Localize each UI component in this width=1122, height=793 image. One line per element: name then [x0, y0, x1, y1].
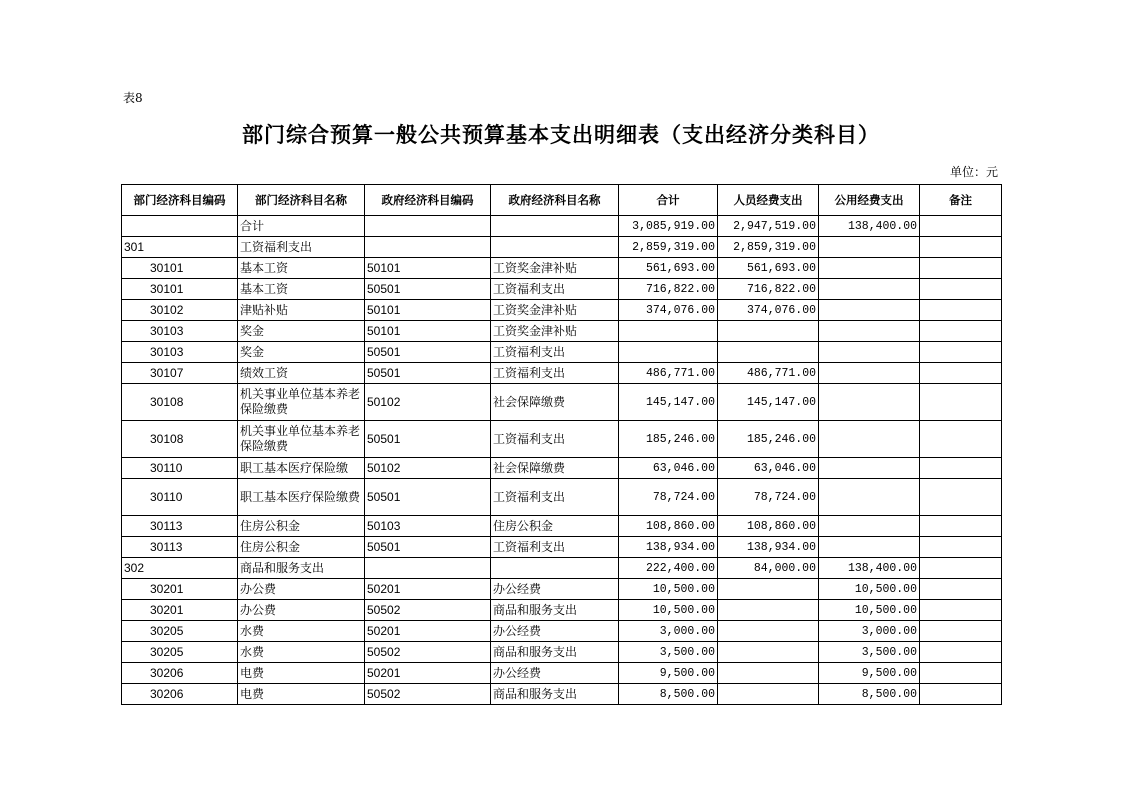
cell-gov-name: 工资福利支出: [491, 479, 619, 516]
table-row: [122, 216, 1002, 237]
cell-gov-code: 50501: [365, 479, 491, 516]
cell-gov-code: 50502: [365, 642, 491, 663]
cell-total: [619, 321, 718, 342]
cell-personnel: [718, 600, 819, 621]
cell-public: 138,400.00: [819, 558, 920, 579]
cell-note: [920, 458, 1002, 479]
cell-public: 9,500.00: [819, 663, 920, 684]
cell-public: 3,500.00: [819, 642, 920, 663]
table-row: [122, 279, 1002, 300]
cell-public: 10,500.00: [819, 579, 920, 600]
cell-public: 138,400.00: [819, 216, 920, 237]
cell-personnel: 486,771.00: [718, 363, 819, 384]
cell-gov-code: 50501: [365, 342, 491, 363]
cell-dept-name: 合计: [238, 216, 365, 237]
cell-dept-code: 30206: [122, 663, 238, 684]
table-row: [122, 516, 1002, 537]
cell-total: 78,724.00: [619, 479, 718, 516]
cell-gov-name: 工资福利支出: [491, 421, 619, 458]
table-row: [122, 421, 1002, 458]
cell-total: 3,085,919.00: [619, 216, 718, 237]
cell-dept-code: [122, 216, 238, 237]
cell-public: [819, 384, 920, 421]
cell-personnel: 84,000.00: [718, 558, 819, 579]
cell-dept-name: 奖金: [238, 321, 365, 342]
cell-dept-code: 30101: [122, 279, 238, 300]
cell-note: [920, 237, 1002, 258]
cell-personnel: [718, 342, 819, 363]
table-row: [122, 579, 1002, 600]
cell-dept-name: 职工基本医疗保险缴费: [238, 479, 365, 516]
cell-note: [920, 642, 1002, 663]
cell-gov-name: 商品和服务支出: [491, 684, 619, 705]
cell-dept-code: 30113: [122, 516, 238, 537]
table-row: [122, 642, 1002, 663]
cell-personnel: 145,147.00: [718, 384, 819, 421]
cell-total: 3,000.00: [619, 621, 718, 642]
cell-personnel: 374,076.00: [718, 300, 819, 321]
cell-dept-code: 30108: [122, 421, 238, 458]
table-row: [122, 537, 1002, 558]
cell-dept-code: 301: [122, 237, 238, 258]
cell-dept-name: 住房公积金: [238, 516, 365, 537]
cell-gov-code: 50101: [365, 321, 491, 342]
header-gov-code: 政府经济科目编码: [365, 185, 491, 216]
table-row: [122, 321, 1002, 342]
cell-dept-name: 水费: [238, 621, 365, 642]
cell-total: 561,693.00: [619, 258, 718, 279]
cell-dept-code: 30103: [122, 321, 238, 342]
cell-gov-name: 工资福利支出: [491, 342, 619, 363]
cell-note: [920, 363, 1002, 384]
cell-dept-name: 商品和服务支出: [238, 558, 365, 579]
table-row: [122, 479, 1002, 516]
cell-dept-name: 绩效工资: [238, 363, 365, 384]
table-row: [122, 684, 1002, 705]
cell-personnel: [718, 663, 819, 684]
cell-personnel: 185,246.00: [718, 421, 819, 458]
cell-gov-code: 50502: [365, 600, 491, 621]
cell-note: [920, 479, 1002, 516]
table-number: 表8: [123, 91, 143, 105]
cell-gov-code: 50101: [365, 258, 491, 279]
header-personnel: 人员经费支出: [718, 185, 819, 216]
cell-total: 10,500.00: [619, 600, 718, 621]
cell-total: 486,771.00: [619, 363, 718, 384]
cell-dept-name: 机关事业单位基本养老保险缴费: [238, 421, 365, 458]
cell-personnel: [718, 684, 819, 705]
table-row: [122, 600, 1002, 621]
table-row: [122, 342, 1002, 363]
cell-dept-name: 电费: [238, 663, 365, 684]
table-row: [122, 558, 1002, 579]
cell-total: 10,500.00: [619, 579, 718, 600]
cell-dept-name: 办公费: [238, 579, 365, 600]
cell-public: [819, 300, 920, 321]
cell-total: 374,076.00: [619, 300, 718, 321]
cell-note: [920, 321, 1002, 342]
cell-public: [819, 321, 920, 342]
table-row: [122, 300, 1002, 321]
cell-gov-name: 办公经费: [491, 663, 619, 684]
cell-personnel: 78,724.00: [718, 479, 819, 516]
table-body: [122, 216, 1002, 705]
cell-note: [920, 216, 1002, 237]
cell-gov-code: 50102: [365, 458, 491, 479]
budget-table: [121, 184, 1002, 705]
cell-public: [819, 421, 920, 458]
cell-personnel: 2,947,519.00: [718, 216, 819, 237]
cell-total: 716,822.00: [619, 279, 718, 300]
cell-note: [920, 684, 1002, 705]
cell-personnel: [718, 621, 819, 642]
cell-note: [920, 421, 1002, 458]
cell-gov-code: 50103: [365, 516, 491, 537]
cell-gov-code: 50201: [365, 621, 491, 642]
cell-gov-name: 工资福利支出: [491, 279, 619, 300]
cell-total: 222,400.00: [619, 558, 718, 579]
cell-total: 2,859,319.00: [619, 237, 718, 258]
cell-dept-name: 基本工资: [238, 279, 365, 300]
cell-note: [920, 342, 1002, 363]
cell-public: 3,000.00: [819, 621, 920, 642]
cell-dept-name: 住房公积金: [238, 537, 365, 558]
cell-gov-name: 工资奖金津补贴: [491, 300, 619, 321]
cell-dept-code: 30205: [122, 621, 238, 642]
cell-personnel: 716,822.00: [718, 279, 819, 300]
cell-note: [920, 300, 1002, 321]
cell-gov-code: 50501: [365, 279, 491, 300]
cell-note: [920, 663, 1002, 684]
table-row: [122, 458, 1002, 479]
cell-dept-code: 30113: [122, 537, 238, 558]
cell-total: 138,934.00: [619, 537, 718, 558]
cell-total: 63,046.00: [619, 458, 718, 479]
cell-personnel: 561,693.00: [718, 258, 819, 279]
cell-dept-code: 30110: [122, 458, 238, 479]
cell-public: [819, 237, 920, 258]
cell-gov-code: 50501: [365, 537, 491, 558]
cell-note: [920, 279, 1002, 300]
page-title: 部门综合预算一般公共预算基本支出明细表（支出经济分类科目）: [242, 123, 880, 147]
cell-gov-code: 50101: [365, 300, 491, 321]
cell-gov-name: [491, 237, 619, 258]
cell-total: 9,500.00: [619, 663, 718, 684]
cell-gov-code: [365, 237, 491, 258]
header-gov-name: 政府经济科目名称: [491, 185, 619, 216]
cell-gov-name: 工资奖金津补贴: [491, 321, 619, 342]
cell-note: [920, 537, 1002, 558]
cell-dept-name: 办公费: [238, 600, 365, 621]
cell-gov-name: 商品和服务支出: [491, 600, 619, 621]
cell-dept-code: 30206: [122, 684, 238, 705]
table-row: [122, 363, 1002, 384]
header-dept-code: 部门经济科目编码: [122, 185, 238, 216]
cell-dept-name: 津贴补贴: [238, 300, 365, 321]
header-dept-name: 部门经济科目名称: [238, 185, 365, 216]
cell-dept-code: 30107: [122, 363, 238, 384]
cell-dept-code: 30103: [122, 342, 238, 363]
cell-dept-code: 30205: [122, 642, 238, 663]
cell-dept-name: 电费: [238, 684, 365, 705]
cell-gov-code: 50201: [365, 663, 491, 684]
cell-gov-name: 社会保障缴费: [491, 458, 619, 479]
table-header-row: [122, 185, 1002, 216]
cell-total: [619, 342, 718, 363]
cell-note: [920, 621, 1002, 642]
cell-gov-name: 工资奖金津补贴: [491, 258, 619, 279]
cell-dept-code: 302: [122, 558, 238, 579]
header-public: 公用经费支出: [819, 185, 920, 216]
cell-dept-code: 30201: [122, 600, 238, 621]
cell-public: [819, 363, 920, 384]
cell-dept-name: 工资福利支出: [238, 237, 365, 258]
cell-gov-name: [491, 216, 619, 237]
cell-total: 3,500.00: [619, 642, 718, 663]
cell-note: [920, 600, 1002, 621]
cell-gov-code: 50501: [365, 421, 491, 458]
cell-personnel: [718, 579, 819, 600]
cell-note: [920, 516, 1002, 537]
cell-gov-name: 住房公积金: [491, 516, 619, 537]
unit-label: 单位：元: [950, 165, 999, 179]
cell-gov-name: [491, 558, 619, 579]
cell-total: 145,147.00: [619, 384, 718, 421]
cell-gov-name: 工资福利支出: [491, 537, 619, 558]
cell-dept-name: 奖金: [238, 342, 365, 363]
cell-public: 8,500.00: [819, 684, 920, 705]
table-row: [122, 258, 1002, 279]
cell-public: [819, 342, 920, 363]
table-row: [122, 621, 1002, 642]
cell-dept-code: 30110: [122, 479, 238, 516]
cell-gov-name: 办公经费: [491, 621, 619, 642]
cell-personnel: 63,046.00: [718, 458, 819, 479]
cell-gov-name: 商品和服务支出: [491, 642, 619, 663]
cell-note: [920, 558, 1002, 579]
cell-public: [819, 537, 920, 558]
cell-personnel: [718, 321, 819, 342]
cell-gov-name: 社会保障缴费: [491, 384, 619, 421]
table-row: [122, 663, 1002, 684]
cell-dept-code: 30101: [122, 258, 238, 279]
cell-dept-name: 职工基本医疗保险缴: [238, 458, 365, 479]
cell-dept-name: 机关事业单位基本养老保险缴费: [238, 384, 365, 421]
cell-personnel: 138,934.00: [718, 537, 819, 558]
cell-public: [819, 516, 920, 537]
table-row: [122, 384, 1002, 421]
cell-gov-code: 50501: [365, 363, 491, 384]
cell-public: [819, 258, 920, 279]
cell-public: 10,500.00: [819, 600, 920, 621]
cell-dept-code: 30102: [122, 300, 238, 321]
cell-dept-name: 基本工资: [238, 258, 365, 279]
cell-gov-name: 工资福利支出: [491, 363, 619, 384]
cell-gov-code: 50102: [365, 384, 491, 421]
header-note: 备注: [920, 185, 1002, 216]
header-total: 合计: [619, 185, 718, 216]
cell-personnel: 2,859,319.00: [718, 237, 819, 258]
cell-gov-code: [365, 558, 491, 579]
cell-note: [920, 258, 1002, 279]
cell-note: [920, 384, 1002, 421]
cell-personnel: 108,860.00: [718, 516, 819, 537]
cell-total: 185,246.00: [619, 421, 718, 458]
cell-total: 108,860.00: [619, 516, 718, 537]
cell-public: [819, 479, 920, 516]
cell-public: [819, 458, 920, 479]
cell-dept-code: 30201: [122, 579, 238, 600]
cell-gov-code: [365, 216, 491, 237]
cell-public: [819, 279, 920, 300]
cell-dept-name: 水费: [238, 642, 365, 663]
cell-dept-code: 30108: [122, 384, 238, 421]
cell-total: 8,500.00: [619, 684, 718, 705]
cell-gov-code: 50201: [365, 579, 491, 600]
cell-note: [920, 579, 1002, 600]
table-row: [122, 237, 1002, 258]
cell-personnel: [718, 642, 819, 663]
cell-gov-name: 办公经费: [491, 579, 619, 600]
cell-gov-code: 50502: [365, 684, 491, 705]
